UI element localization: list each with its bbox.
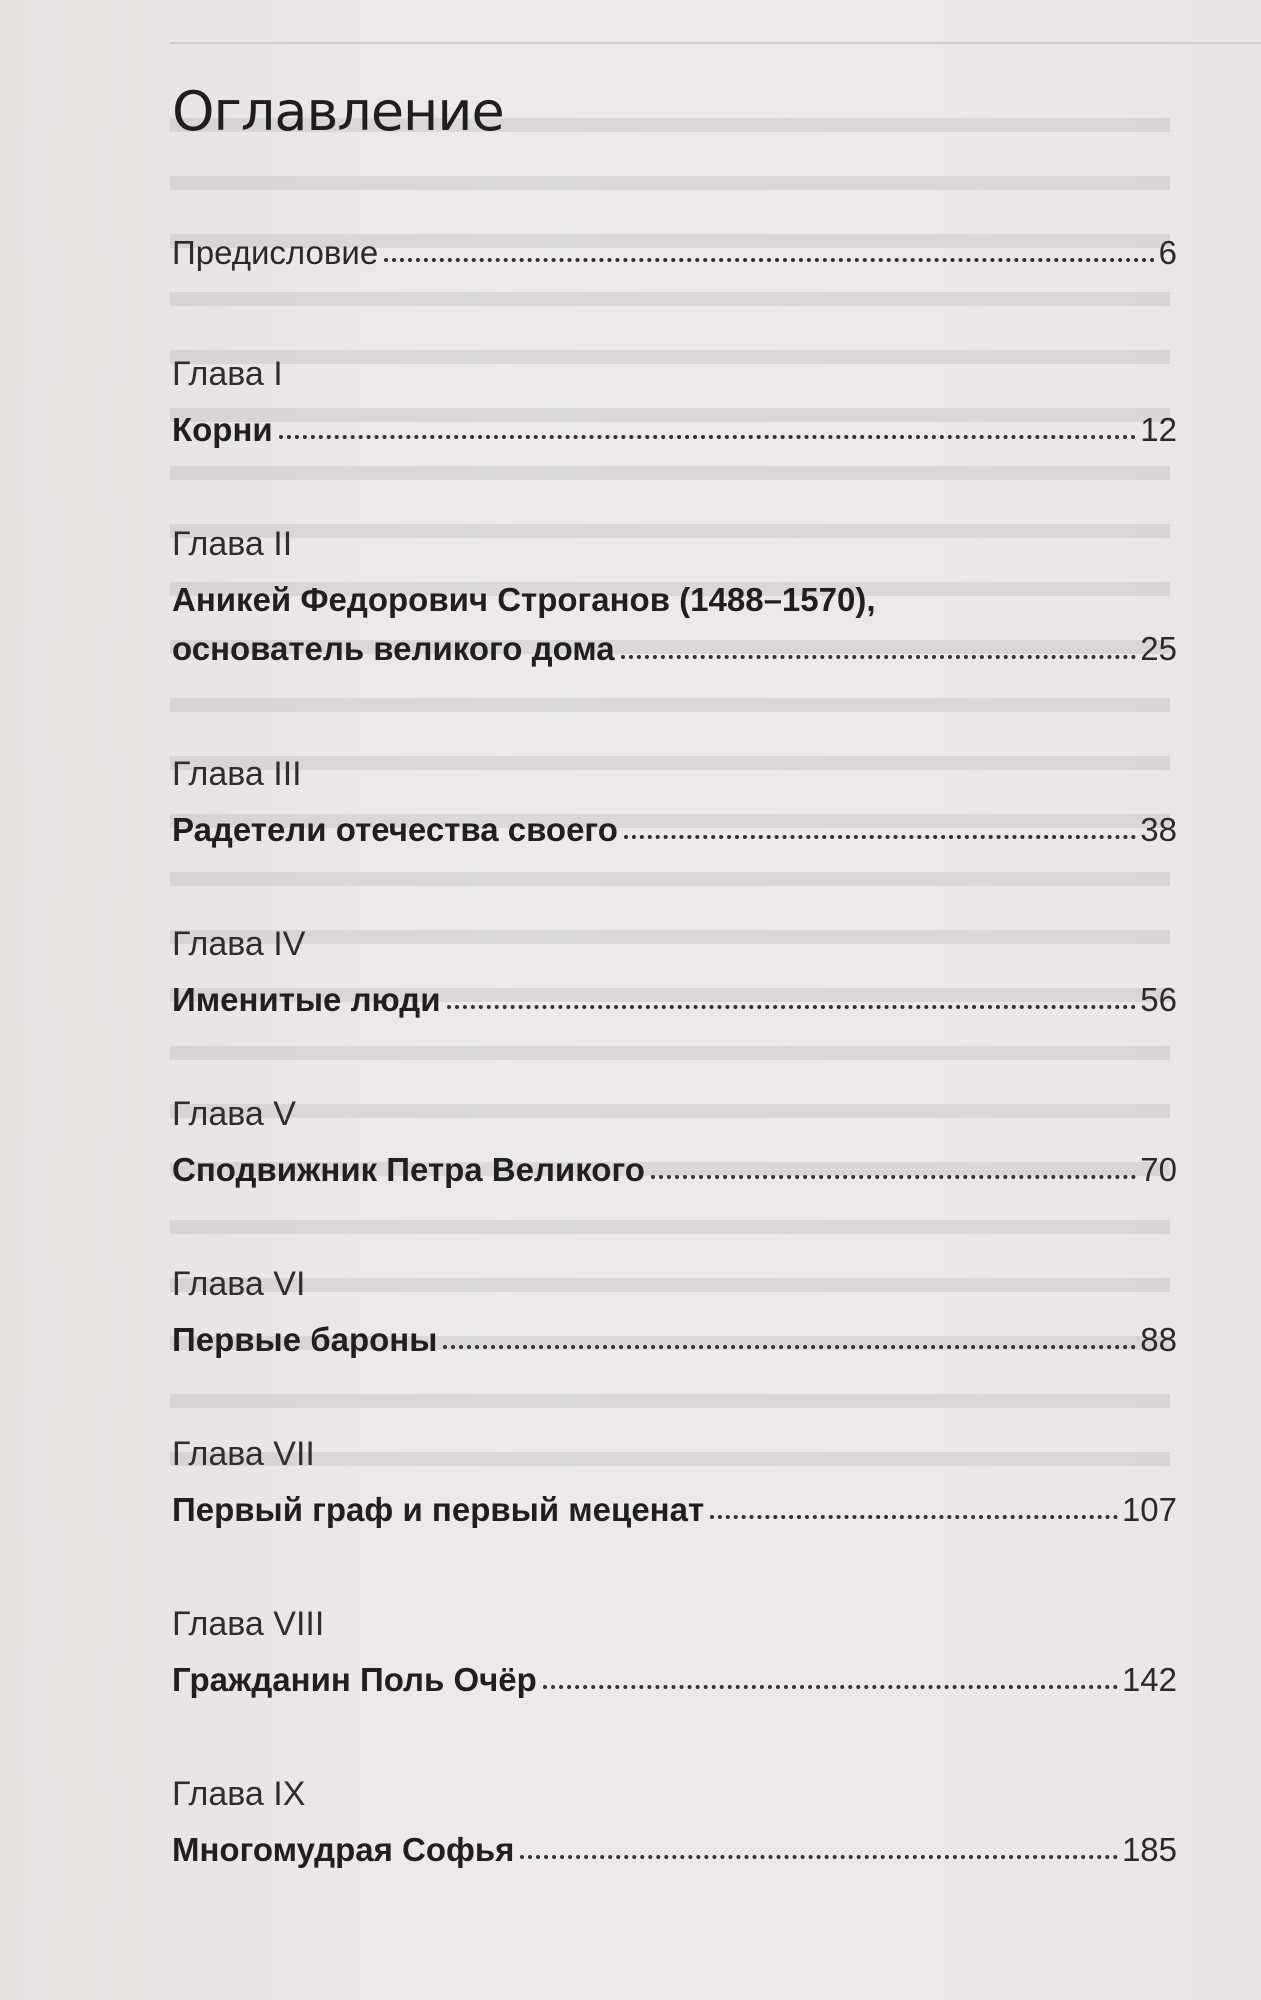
page-number: 25 [1140, 630, 1177, 668]
page-number: 107 [1121, 1491, 1177, 1528]
entry-title: Именитые люди [172, 981, 441, 1018]
chapter-label: Глава II [172, 525, 293, 563]
toc-line [172, 1829, 1177, 1870]
dot-leader [621, 655, 1137, 659]
toc-entry-chapter-2[interactable] [172, 527, 1177, 670]
toc-entry-chapter-1[interactable] [172, 357, 1177, 450]
toc-line [172, 809, 1177, 850]
chapter-label: Глава VIII [172, 1605, 325, 1643]
page-number: 6 [1158, 234, 1177, 271]
entry-title: Корни [172, 411, 273, 448]
entry-title: Радетели отечества своего [172, 811, 618, 848]
entry-title: основатель великого дома [172, 630, 615, 668]
entry-title-line-1: Аникей Федорович Строганов (1488–1570), [172, 581, 876, 618]
page-number: 12 [1140, 411, 1177, 448]
header-rule [170, 42, 1261, 44]
page-number: 142 [1121, 1661, 1177, 1698]
toc-entry-chapter-4[interactable] [172, 927, 1177, 1020]
entry-title: Первые бароны [172, 1321, 438, 1358]
entry-title: Гражданин Поль Очёр [172, 1661, 537, 1698]
toc-entry-chapter-8[interactable] [172, 1607, 1177, 1700]
page-number: 88 [1140, 1321, 1177, 1358]
toc-line [172, 1319, 1177, 1360]
toc-entry-chapter-5[interactable] [172, 1097, 1177, 1190]
toc-entry-preface[interactable] [172, 232, 1177, 273]
chapter-label: Глава IX [172, 1775, 306, 1813]
chapter-label: Глава IV [172, 925, 306, 963]
dot-leader [624, 835, 1136, 839]
toc-line [172, 1489, 1177, 1530]
toc-line [172, 628, 1177, 669]
chapter-label: Глава VI [172, 1265, 306, 1303]
toc-line [172, 409, 1177, 450]
entry-title: Первый граф и первый меценат [172, 1491, 705, 1528]
dot-leader [384, 258, 1154, 262]
page-number: 185 [1121, 1831, 1177, 1868]
chapter-label: Глава VII [172, 1435, 315, 1473]
page-number: 56 [1140, 981, 1177, 1018]
dot-leader [447, 1005, 1137, 1009]
dot-leader [543, 1685, 1118, 1689]
chapter-label: Глава V [172, 1095, 296, 1133]
toc-entry-chapter-6[interactable] [172, 1267, 1177, 1360]
page-number: 38 [1140, 811, 1177, 848]
toc-line [172, 979, 1177, 1020]
page-number: 70 [1140, 1151, 1177, 1188]
chapter-label: Глава I [172, 355, 283, 393]
toc-line [172, 1149, 1177, 1190]
chapter-label: Глава III [172, 755, 302, 793]
toc-entry-chapter-9[interactable] [172, 1777, 1177, 1870]
toc-line [172, 1659, 1177, 1700]
dot-leader [279, 435, 1137, 439]
entry-title: Предисловие [172, 234, 379, 271]
toc-title: Оглавление [172, 80, 504, 143]
entry-title: Многомудрая Софья [172, 1831, 515, 1868]
toc-entry-chapter-3[interactable] [172, 757, 1177, 850]
dot-leader [520, 1855, 1118, 1859]
entry-title: Сподвижник Петра Великого [172, 1151, 645, 1188]
toc-line [172, 232, 1177, 273]
dot-leader [651, 1175, 1136, 1179]
dot-leader [710, 1515, 1118, 1519]
dot-leader [443, 1345, 1136, 1349]
toc-entry-chapter-7[interactable] [172, 1437, 1177, 1530]
